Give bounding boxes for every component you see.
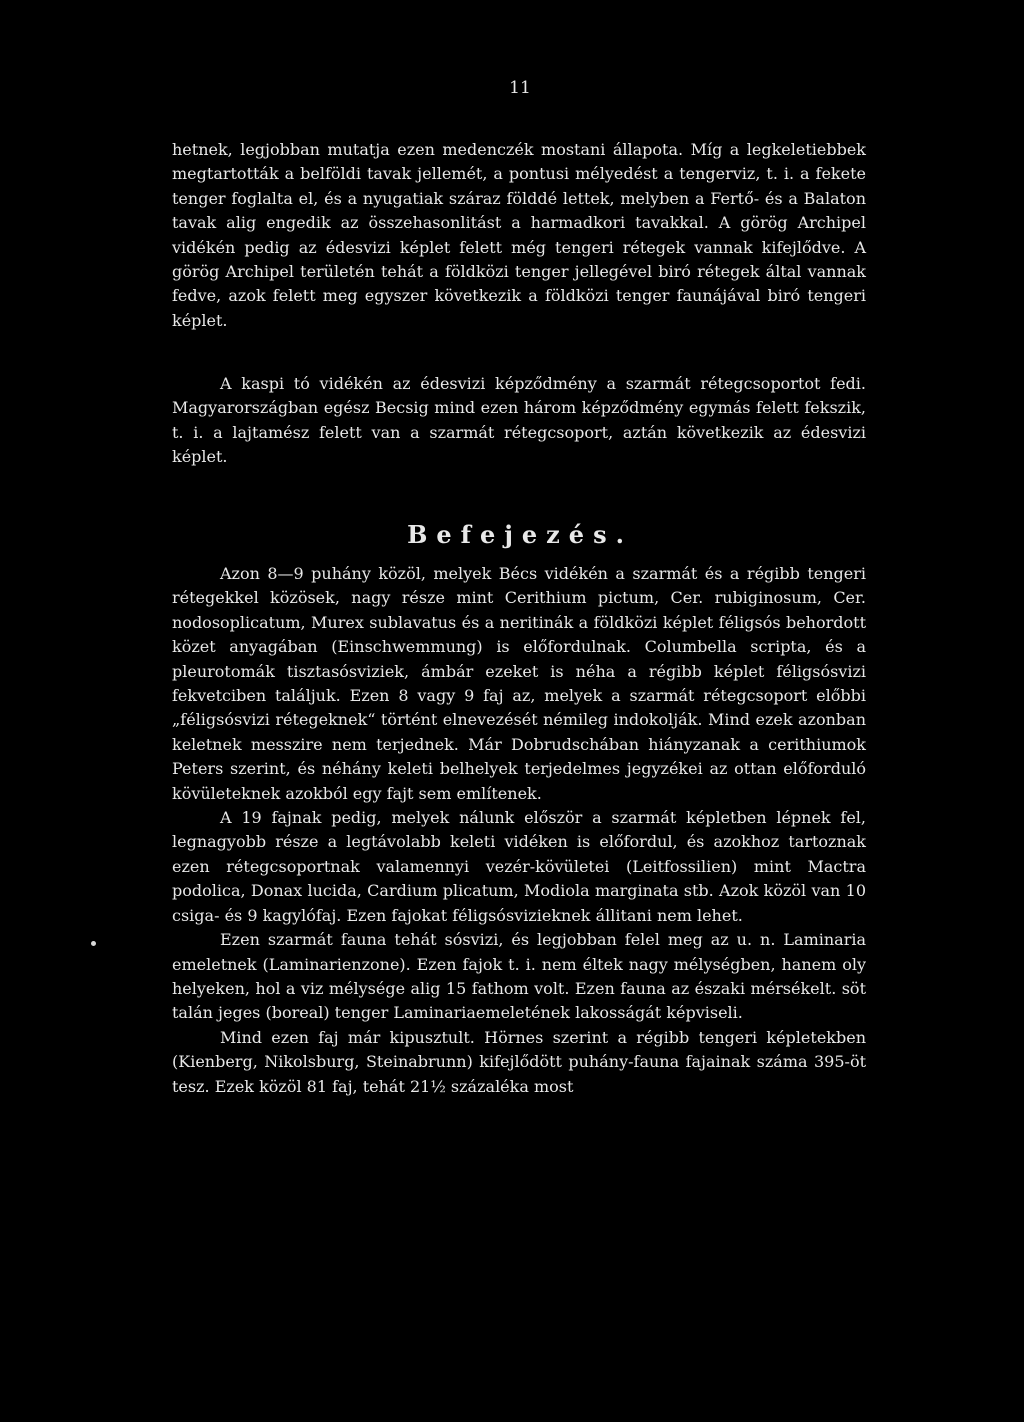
body-text-conclusion — [172, 562, 866, 1099]
paragraph-conclusion-4: Mind ezen faj már kipusztult. Hörnes szerint a régibb tengeri képletekben (Kienberg, Nikolsburg, Steinabrunn) kifejlődött puhány-fauna fajainak száma 395-öt tesz. Ezek közöl 81 faj, tehát 21½ százaléka most — [172, 1027, 866, 1096]
page-number: 11 — [509, 78, 531, 98]
paragraph-conclusion-2: A 19 fajnak pedig, melyek nálunk először a szarmát képletben lépnek fel, legnagyobb része a legtávolabb keleti vidéken is előfordul, és azokhoz tartoznak ezen rétegcsoportnak valamennyi vezér-kövületei (Leitfossilien) mint Mactra podolica, Donax lucida, Cardium plicatum, Modiola marginata stb. Azok közöl van 10 csiga- és 9 kagylófaj. Ezen fajokat féligsósviziеknek állitani nem lehet. — [172, 808, 866, 925]
paragraph-conclusion-1: Azon 8—9 puhány közöl, melyek Bécs vidékén a szarmát és a régibb tengeri rétegekkel közösek, nagy része mint Cerithium pictum, Cer. rubiginosum, Cer. nodosoplicatum, Murex sublavatus és a neritinák a földközi képlet féligsós behordott közet anyagában (Einschwemmung) is előfordulnak. Columbella scripta, és a pleurotomák tisztasósviziek, ámbár ezeket is néha a régibb képlet féligsósvizi fekvetciben találjuk. Ezen 8 vagy 9 faj az, melyek a szarmát rétegcsoport előbbi „féligsósvizi rétegeknek“ történt elnevezését némileg indokolják. Mind ezek azonban keletnek messzire nem terjednek. Már Dobrudschában hiányzanak a cerithiumok Peters szerint, és néhány keleti belhelyek terjedelmes jegyzékei az ottan előforduló kövületeknek azokból egy fajt sem említenek. — [172, 564, 866, 803]
section-heading: Befejezés. — [407, 520, 633, 549]
body-text-kaspi — [172, 372, 866, 470]
paragraph-kaspi: A kaspi tó vidékén az édesvizi képződmény a szarmát rétegcsoportot fedi. Magyarországban egész Becsig mind ezen három képződmény egymás felett fekszik, t. i. a lajtamész felett van a szarmát rétegcsoport, aztán következik az édesvizi képlet. — [172, 374, 866, 467]
body-text-top — [172, 138, 866, 333]
paragraph-continuation: hetnek, legjobban mutatja ezen medenczék mostani állapota. Míg a legkeletiebbek megtartották a belföldi tavak jellemét, a pontusi mélyedést a tengerviz, t. i. a fekete tenger foglalta el, és a nyugatiak száraz földdé lettek, melyben a Fertő- és a Balaton tavak alig engedik az összehasonlitást a harmadkori tavakkal. A görög Archipel vidékén pedig az édesvizi képlet felett még tengeri rétegek vannak kifejlődve. A görög Archipel területén tehát a földközi tenger jellegével biró rétegek által vannak fedve, azok felett meg egyszer következik a földközi tenger faunájával biró tengeri képlet. — [172, 140, 866, 330]
margin-speck — [91, 941, 96, 946]
paragraph-conclusion-3: Ezen szarmát fauna tehát sósvizi, és legjobban felel meg az u. n. Laminaria emeletnek (Laminarienzone). Ezen fajok t. i. nem éltek nagy mélységben, hanem oly helyeken, hol a viz mélysége alig 15 fathom volt. Ezen fauna az északi mérsékelt. söt talán jeges (boreal) tenger Laminariaemeletének lakosságát képviseli. — [172, 930, 866, 1023]
